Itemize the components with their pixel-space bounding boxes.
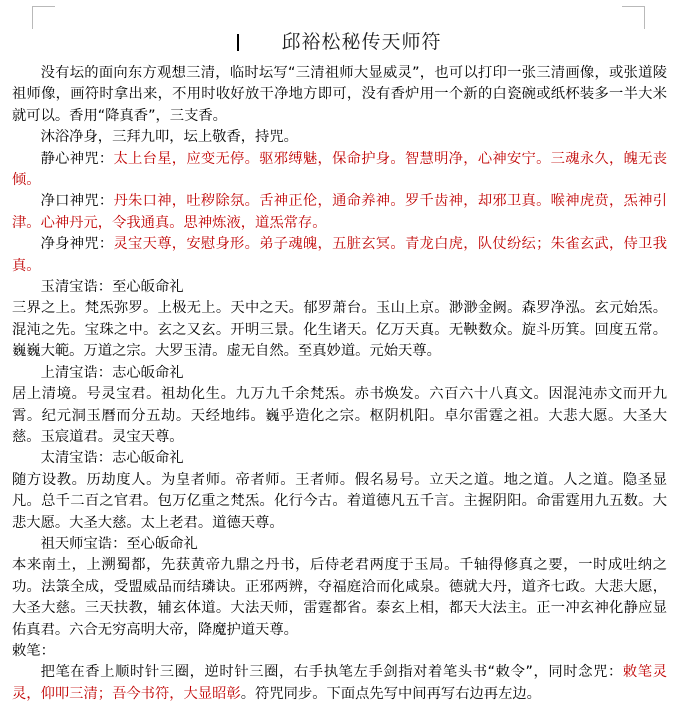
paragraph-list — [12, 63, 667, 705]
paragraph-jingshen-shenzhou — [12, 234, 667, 277]
text-run-plain: 随方设教。历劫度人。为皇者师。帝者师。王者师。假名易号。立天之道。地之道。人之道。隐圣显凡。总千二百之官君。包万亿重之梵炁。化行今古。着道德凡五千言。主握阴阳。命雷霆用九五数。大悲大愿。大圣大慈。太上老君。道德天尊。 — [12, 471, 667, 531]
paragraph-jingxin-shenzhou — [12, 149, 667, 192]
paragraph-zutianshi-body — [12, 555, 667, 641]
text-run-plain: 敕笔： — [12, 642, 55, 659]
paragraph-intro — [12, 63, 667, 127]
paragraph-chibi-body — [12, 662, 667, 705]
text-run-plain: 净口神咒： — [40, 193, 114, 210]
text-run-plain: 。符咒同步。下面点先写中间再写右边再左边。 — [240, 685, 541, 702]
text-run-incantation: 丹朱口神，吐秽除氛。舌神正伦，通命养神。罗千齿神，却邪卫真。喉神虎贲，炁神引津。心神丹元，令我通真。思神炼液，道炁常存。 — [12, 193, 668, 231]
paragraph-jingkou-shenzhou — [12, 191, 667, 234]
paragraph-shangqing-heading — [12, 363, 667, 384]
paragraph-yuqing-body — [12, 298, 667, 362]
text-run-plain: 祖天师宝诰：至心皈命礼 — [40, 535, 198, 552]
text-run-plain: 上清宝诰：志心皈命礼 — [40, 364, 184, 381]
text-run-incantation: 灵宝天尊，安慰身形。弟子魂魄，五脏玄冥。青龙白虎，队仗纷纭；朱雀玄武，侍卫我真。 — [12, 236, 668, 274]
text-run-plain: 居上清境。号灵宝君。祖劫化生。九万九千余梵炁。赤书焕发。六百六十八真文。因混沌赤文而开九霄。纪元洞玉曆而分五劫。天经地纬。巍乎造化之宗。枢阴机阳。卓尔雷霆之祖。大悲大愿。大圣大慈。玉宸道君。灵宝天尊。 — [12, 386, 667, 445]
paragraph-taiqing-body — [12, 470, 667, 534]
title-line — [12, 30, 667, 55]
text-run-incantation: 敕笔灵灵，仰叩三清；吾今书符，大显昭彰 — [12, 664, 668, 702]
paragraph-purify-prepare — [12, 127, 667, 148]
paragraph-zutianshi-heading — [12, 534, 667, 555]
text-run-plain: 玉清宝诰：至心皈命礼 — [40, 279, 184, 296]
page-title: 邱裕松秘传天师符 — [281, 31, 442, 53]
text-run-plain: 沐浴净身，三拜九叩，坛上敬香，持咒。 — [40, 129, 298, 146]
paragraph-chibi-heading — [12, 641, 667, 662]
text-run-incantation: 太上台星，应变无停。驱邪缚魅，保命护身。智慧明净，心神安宁。三魂永久，魄无丧倾。 — [12, 150, 668, 189]
text-caret — [237, 34, 239, 51]
text-run-plain: 本来南土，上溯蜀都，先获黄帝九鼎之丹书，后侍老君两度于玉局。千轴得修真之要，一时成吐纳之功。法箓全成，受盟威品而结璘诀。正邪两辨，夺福庭洽而化咸泉。德就大丹，道齐七政。大悲大愿，大圣大慈。三天扶教，辅玄体道。大法天师，雷霆都省。泰玄上相，都天大法主。正一冲玄神化静应显佑真君。六合无穷高明大帝，降魔护道天尊。 — [12, 557, 667, 638]
text-run-plain: 静心神咒： — [40, 150, 114, 167]
paragraph-shangqing-body — [12, 384, 667, 448]
paragraph-taiqing-heading — [12, 448, 667, 469]
text-run-plain: 净身神咒： — [40, 236, 114, 253]
text-run-plain: 没有坛的面向东方观想三清，临时坛写“三清祖师大显威灵”，也可以打印一张三清画像，或张道陵祖师像，画符时拿出来，不用时收好放干净地方即可，没有香炉用一个新的白瓷碗或纸杯装多一半大米就可以。香用“降真香”，三支香。 — [12, 65, 667, 124]
text-run-plain: 太清宝诰：志心皈命礼 — [40, 450, 184, 467]
text-run-plain: 三界之上。梵炁弥罗。上极无上。天中之天。郁罗萧台。玉山上京。渺渺金阙。森罗净泓。玄元始炁。混沌之先。宝珠之中。玄之又玄。开明三景。化生诸天。亿万天真。无鞅数众。旋斗历箕。回度五常。巍巍大範。万道之宗。大罗玉清。虚无自然。至真妙道。元始天尊。 — [12, 300, 667, 360]
paragraph-yuqing-heading — [12, 277, 667, 298]
text-run-plain: 把笔在香上顺时针三圈，逆时针三圈，右手执笔左手剑指对着笔头书“敕令”，同时念咒： — [40, 664, 623, 681]
